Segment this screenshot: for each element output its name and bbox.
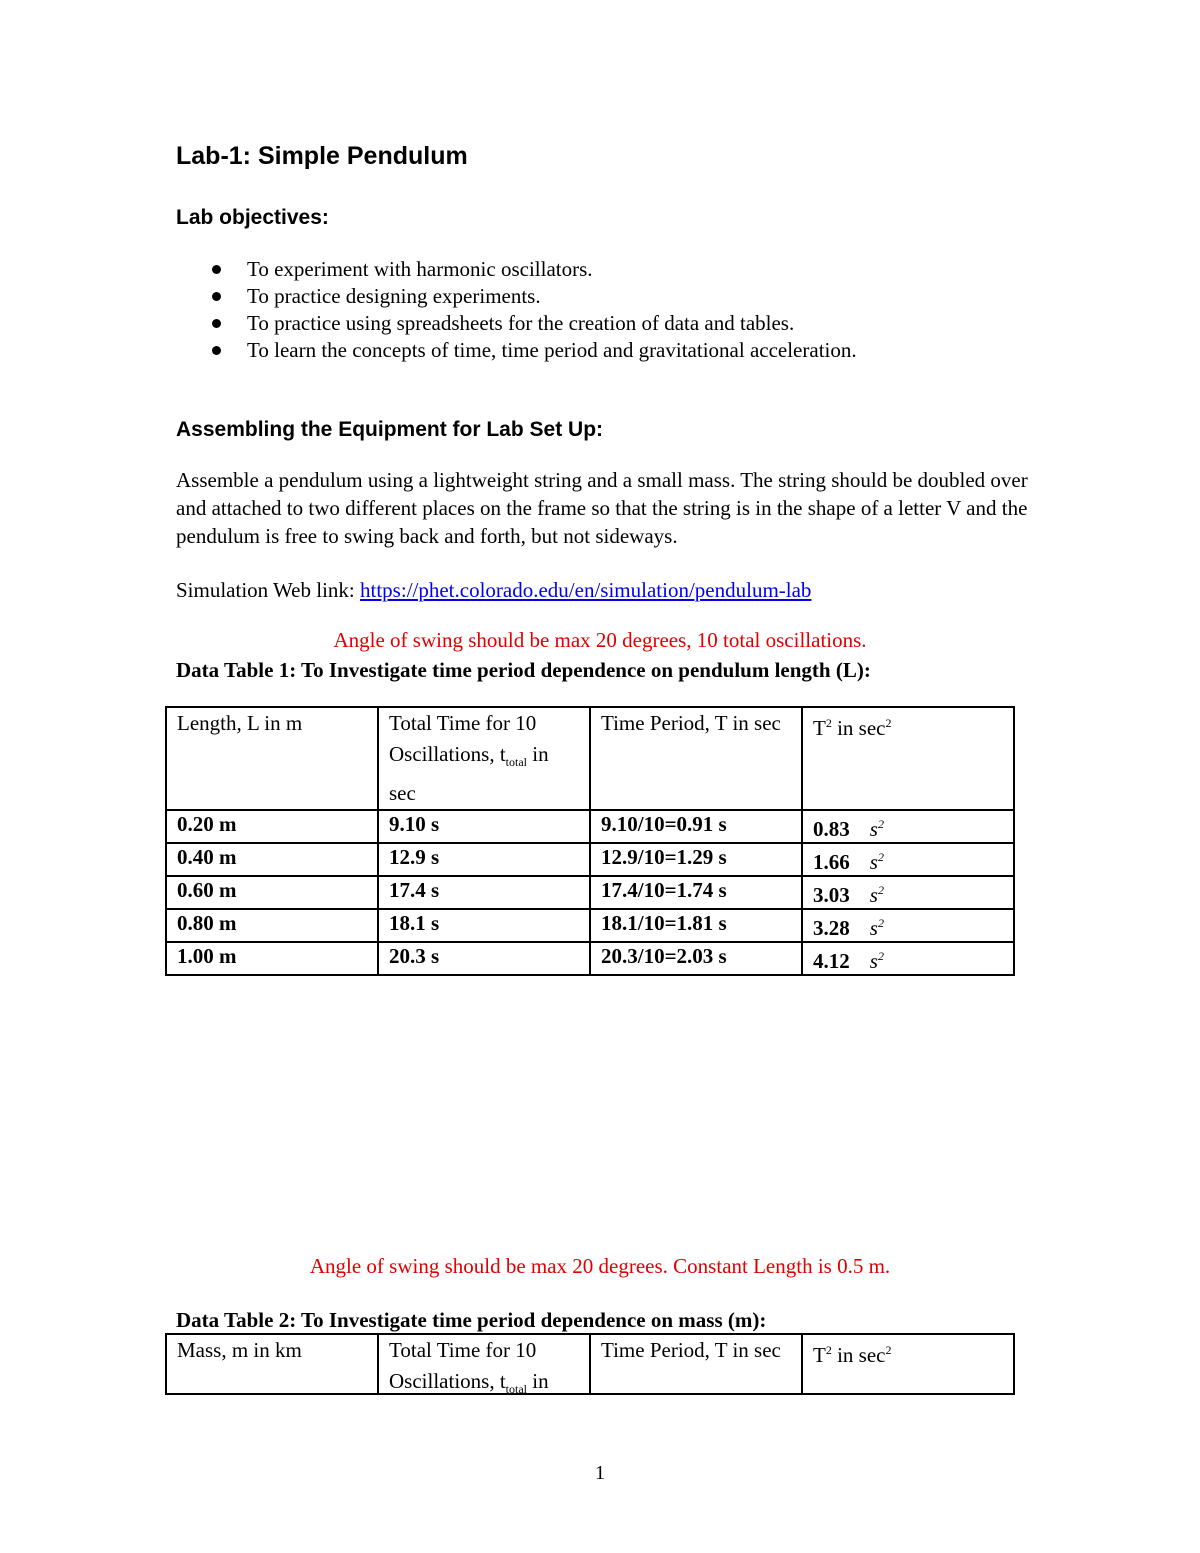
page-number: 1 (595, 1462, 605, 1484)
table-row (166, 942, 1014, 975)
header-total-time: Total Time for 10 Oscillations, $t_{total}$ in (378, 1334, 590, 1394)
cell-length: 0.80 m (166, 909, 378, 942)
objectives-heading: Lab objectives: (176, 206, 329, 229)
assembly-text-block (176, 466, 1036, 604)
cell-time-period: 9.10/10=0.91 s (590, 810, 802, 843)
cell-length: 0.60 m (166, 876, 378, 909)
objectives-list (176, 256, 857, 364)
header-time-period: Time Period, T in sec (590, 1334, 802, 1394)
table-row (166, 876, 1014, 909)
cell-t-squared: 4.12 $s^2$ (802, 942, 1014, 975)
table1-note: Angle of swing should be max 20 degrees, 10 total oscillations. (333, 628, 867, 652)
table-header-row (166, 1334, 1014, 1394)
assembly-paragraph: Assemble a pendulum using a lightweight string and a small mass. The string should be doubled over and attached to two different places on the frame so that the string is in the shape of a letter V and the pendulum is free to swing back and forth, but not sideways. (176, 468, 1028, 548)
cell-time-period: 17.4/10=1.74 s (590, 876, 802, 909)
cell-length: 0.20 m (166, 810, 378, 843)
list-item: To practice designing experiments. (176, 283, 857, 310)
table-row (166, 909, 1014, 942)
assembly-heading: Assembling the Equipment for Lab Set Up: (176, 418, 604, 441)
cell-total-time: 18.1 s (378, 909, 590, 942)
simulation-label: Simulation Web link: (176, 578, 361, 602)
cell-t-squared: 3.28 $s^2$ (802, 909, 1014, 942)
cell-t-squared: 3.03 $s^2$ (802, 876, 1014, 909)
header-t-squared: $T^2$ in $\sec^2$ (802, 1334, 1014, 1394)
simulation-link-line (176, 576, 1036, 604)
cell-time-period: 18.1/10=1.81 s (590, 909, 802, 942)
cell-time-period: 20.3/10=2.03 s (590, 942, 802, 975)
cell-total-time: 12.9 s (378, 843, 590, 876)
table-row (166, 810, 1014, 843)
header-length: Length, L in m (166, 707, 378, 810)
cell-total-time: 17.4 s (378, 876, 590, 909)
header-time-period: Time Period, T in sec (590, 707, 802, 810)
header-total-time: Total Time for 10 Oscillations, $t_{total}$ in sec (378, 707, 590, 810)
cell-length: 1.00 m (166, 942, 378, 975)
bullet-icon (212, 292, 221, 301)
page-title: Lab-1: Simple Pendulum (176, 142, 468, 170)
cell-t-squared: 0.83 $s^2$ (802, 810, 1014, 843)
data-table-2 (165, 1333, 1015, 1395)
header-t-squared: $T^2$ in $\sec^2$ (802, 707, 1014, 810)
table-header-row (166, 707, 1014, 810)
list-item: To experiment with harmonic oscillators. (176, 256, 857, 283)
bullet-icon (212, 319, 221, 328)
list-item: To learn the concepts of time, time period and gravitational acceleration. (176, 337, 857, 364)
cell-total-time: 9.10 s (378, 810, 590, 843)
cell-t-squared: 1.66 $s^2$ (802, 843, 1014, 876)
table-row (166, 843, 1014, 876)
cell-total-time: 20.3 s (378, 942, 590, 975)
header-mass: Mass, m in km (166, 1334, 378, 1394)
cell-length: 0.40 m (166, 843, 378, 876)
cell-time-period: 12.9/10=1.29 s (590, 843, 802, 876)
simulation-link[interactable]: https://phet.colorado.edu/en/simulation/pendulum-lab (360, 578, 812, 602)
bullet-icon (212, 346, 221, 355)
table2-caption: Data Table 2: To Investigate time period dependence on mass (m): (176, 1308, 767, 1332)
table2-note: Angle of swing should be max 20 degrees. Constant Length is 0.5 m. (309, 1254, 891, 1278)
list-item: To practice using spreadsheets for the creation of data and tables. (176, 310, 857, 337)
bullet-icon (212, 265, 221, 274)
data-table-1 (165, 706, 1015, 976)
table1-caption: Data Table 1: To Investigate time period dependence on pendulum length (L): (176, 658, 871, 682)
